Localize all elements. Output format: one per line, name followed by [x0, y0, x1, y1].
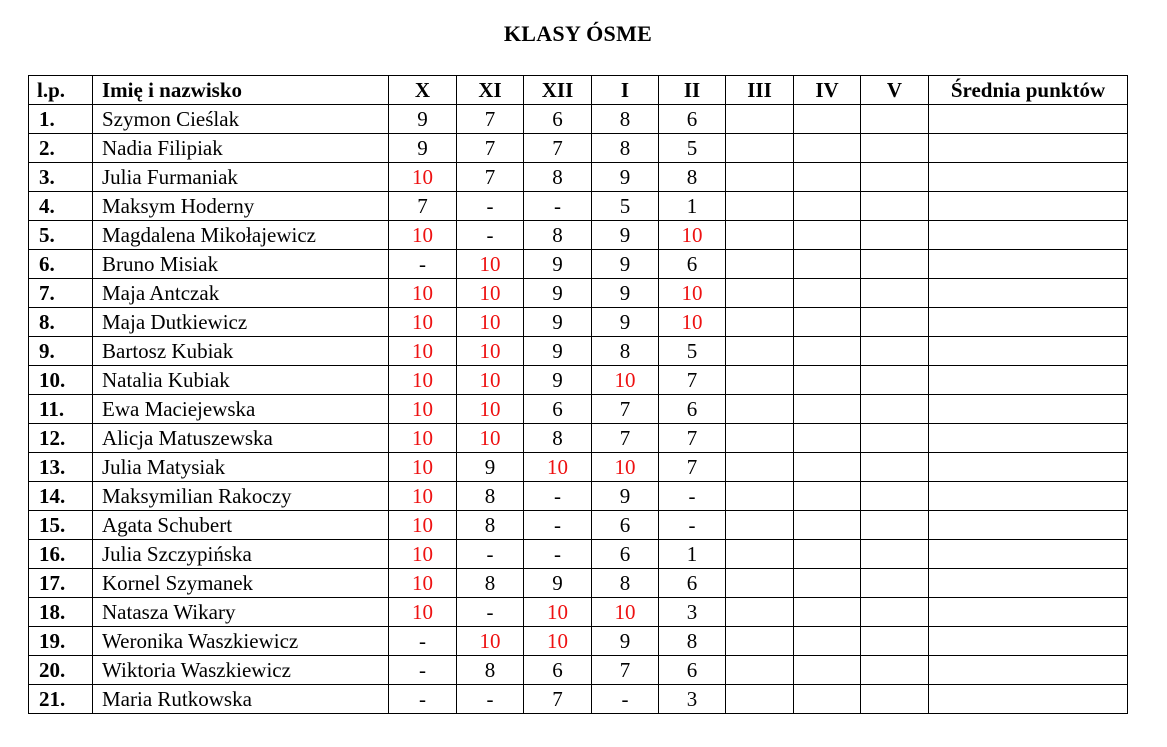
score-cell: [861, 627, 929, 656]
student-name: Bartosz Kubiak: [93, 337, 389, 366]
score-cell: 3: [659, 685, 726, 714]
table-row: [29, 250, 1128, 279]
student-name: Magdalena Mikołajewicz: [93, 221, 389, 250]
score-cell: 9: [524, 308, 592, 337]
score-cell: [861, 395, 929, 424]
score-cell: [726, 134, 794, 163]
score-cell: [726, 511, 794, 540]
score-cell: 9: [592, 163, 659, 192]
row-number: 20.: [29, 656, 93, 685]
score-cell: [861, 192, 929, 221]
average-cell: [929, 540, 1128, 569]
table-row: [29, 598, 1128, 627]
student-name: Weronika Waszkiewicz: [93, 627, 389, 656]
score-cell: 9: [389, 134, 457, 163]
score-cell: 9: [592, 250, 659, 279]
row-number: 7.: [29, 279, 93, 308]
score-cell: 10: [389, 598, 457, 627]
row-number: 4.: [29, 192, 93, 221]
average-cell: [929, 395, 1128, 424]
score-cell: [861, 482, 929, 511]
average-cell: [929, 656, 1128, 685]
score-cell: 6: [659, 656, 726, 685]
score-cell: [726, 656, 794, 685]
score-cell: [726, 569, 794, 598]
average-cell: [929, 308, 1128, 337]
score-cell: 7: [659, 366, 726, 395]
score-cell: 7: [524, 134, 592, 163]
average-cell: [929, 627, 1128, 656]
table-row: [29, 366, 1128, 395]
score-cell: 5: [659, 337, 726, 366]
score-cell: [861, 366, 929, 395]
score-cell: 10: [524, 453, 592, 482]
student-name: Maria Rutkowska: [93, 685, 389, 714]
average-cell: [929, 366, 1128, 395]
score-cell: 6: [659, 395, 726, 424]
average-cell: [929, 598, 1128, 627]
student-name: Natalia Kubiak: [93, 366, 389, 395]
score-cell: [861, 134, 929, 163]
table-row: [29, 308, 1128, 337]
score-cell: [861, 424, 929, 453]
score-cell: 8: [457, 656, 524, 685]
score-cell: [794, 221, 861, 250]
score-cell: 10: [389, 308, 457, 337]
score-cell: [794, 105, 861, 134]
student-name: Nadia Filipiak: [93, 134, 389, 163]
table-row: [29, 163, 1128, 192]
student-name: Wiktoria Waszkiewicz: [93, 656, 389, 685]
score-cell: [861, 685, 929, 714]
table-row: [29, 192, 1128, 221]
score-cell: 6: [659, 250, 726, 279]
score-cell: 8: [592, 105, 659, 134]
score-cell: [794, 279, 861, 308]
table-row: [29, 685, 1128, 714]
score-cell: -: [524, 511, 592, 540]
row-number: 3.: [29, 163, 93, 192]
average-cell: [929, 105, 1128, 134]
student-name: Maja Antczak: [93, 279, 389, 308]
header-month-ii: II: [659, 76, 726, 105]
average-cell: [929, 279, 1128, 308]
score-cell: [726, 366, 794, 395]
row-number: 21.: [29, 685, 93, 714]
score-cell: 9: [457, 453, 524, 482]
row-number: 2.: [29, 134, 93, 163]
score-cell: [794, 250, 861, 279]
score-cell: 8: [592, 134, 659, 163]
table-row: [29, 337, 1128, 366]
score-cell: 9: [592, 308, 659, 337]
table-row: [29, 134, 1128, 163]
score-cell: 10: [389, 366, 457, 395]
score-cell: [861, 221, 929, 250]
row-number: 16.: [29, 540, 93, 569]
row-number: 5.: [29, 221, 93, 250]
row-number: 19.: [29, 627, 93, 656]
score-cell: 10: [457, 627, 524, 656]
header-name: Imię i nazwisko: [93, 76, 389, 105]
score-cell: [861, 105, 929, 134]
score-cell: -: [524, 482, 592, 511]
score-cell: 3: [659, 598, 726, 627]
score-cell: 9: [592, 221, 659, 250]
score-cell: 8: [524, 424, 592, 453]
score-cell: 6: [524, 395, 592, 424]
score-cell: 8: [524, 221, 592, 250]
score-cell: [726, 395, 794, 424]
row-number: 10.: [29, 366, 93, 395]
score-cell: [726, 424, 794, 453]
student-name: Bruno Misiak: [93, 250, 389, 279]
score-cell: [861, 511, 929, 540]
student-name: Kornel Szymanek: [93, 569, 389, 598]
average-cell: [929, 569, 1128, 598]
average-cell: [929, 424, 1128, 453]
score-cell: 10: [659, 221, 726, 250]
score-cell: [861, 656, 929, 685]
score-cell: 10: [457, 279, 524, 308]
score-cell: 5: [592, 192, 659, 221]
score-cell: 10: [389, 424, 457, 453]
score-cell: 7: [457, 134, 524, 163]
student-name: Ewa Maciejewska: [93, 395, 389, 424]
header-month-iii: III: [726, 76, 794, 105]
row-number: 12.: [29, 424, 93, 453]
score-cell: [726, 482, 794, 511]
score-cell: -: [524, 540, 592, 569]
row-number: 9.: [29, 337, 93, 366]
score-cell: 8: [524, 163, 592, 192]
score-cell: -: [659, 482, 726, 511]
score-cell: 10: [389, 482, 457, 511]
score-cell: 10: [389, 221, 457, 250]
student-name: Alicja Matuszewska: [93, 424, 389, 453]
table-row: [29, 482, 1128, 511]
header-month-xii: XII: [524, 76, 592, 105]
score-cell: 10: [389, 569, 457, 598]
score-cell: 10: [592, 598, 659, 627]
score-cell: 8: [457, 511, 524, 540]
header-month-iv: IV: [794, 76, 861, 105]
average-cell: [929, 192, 1128, 221]
row-number: 15.: [29, 511, 93, 540]
table-row: [29, 395, 1128, 424]
table-row: [29, 511, 1128, 540]
score-cell: 10: [389, 540, 457, 569]
page-title: KLASY ÓSME: [503, 21, 653, 46]
score-cell: -: [457, 221, 524, 250]
score-cell: 7: [659, 453, 726, 482]
score-cell: 9: [592, 279, 659, 308]
score-cell: 8: [592, 569, 659, 598]
average-cell: [929, 221, 1128, 250]
score-cell: [861, 279, 929, 308]
score-cell: 9: [524, 569, 592, 598]
score-cell: [726, 598, 794, 627]
average-cell: [929, 511, 1128, 540]
score-cell: [794, 511, 861, 540]
score-cell: 7: [592, 395, 659, 424]
score-cell: [794, 569, 861, 598]
student-name: Natasza Wikary: [93, 598, 389, 627]
score-cell: [726, 685, 794, 714]
score-cell: 10: [524, 627, 592, 656]
score-cell: 7: [524, 685, 592, 714]
score-cell: 10: [659, 308, 726, 337]
score-cell: [861, 453, 929, 482]
score-cell: [726, 453, 794, 482]
score-cell: 8: [659, 163, 726, 192]
score-cell: 10: [524, 598, 592, 627]
score-cell: [861, 569, 929, 598]
average-cell: [929, 482, 1128, 511]
score-cell: -: [389, 627, 457, 656]
score-cell: [794, 627, 861, 656]
header-row: [29, 76, 1128, 105]
score-cell: -: [457, 598, 524, 627]
score-cell: 9: [524, 279, 592, 308]
table-row: [29, 540, 1128, 569]
table-row: [29, 656, 1128, 685]
average-cell: [929, 453, 1128, 482]
score-cell: [794, 482, 861, 511]
header-month-x: X: [389, 76, 457, 105]
score-cell: 10: [457, 308, 524, 337]
score-cell: 7: [592, 656, 659, 685]
header-month-v: V: [861, 76, 929, 105]
row-number: 14.: [29, 482, 93, 511]
score-cell: [861, 163, 929, 192]
average-cell: [929, 250, 1128, 279]
score-cell: 9: [524, 337, 592, 366]
header-month-xi: XI: [457, 76, 524, 105]
table-body: [29, 105, 1128, 714]
score-cell: [794, 395, 861, 424]
table-row: [29, 627, 1128, 656]
row-number: 17.: [29, 569, 93, 598]
table-row: [29, 105, 1128, 134]
score-cell: -: [389, 656, 457, 685]
score-cell: [726, 279, 794, 308]
score-cell: -: [457, 685, 524, 714]
table-row: [29, 279, 1128, 308]
student-name: Julia Matysiak: [93, 453, 389, 482]
score-cell: [794, 308, 861, 337]
score-cell: [726, 163, 794, 192]
score-cell: 10: [457, 395, 524, 424]
score-cell: [794, 366, 861, 395]
header-average-points: Średnia punktów: [929, 76, 1128, 105]
score-cell: 10: [592, 453, 659, 482]
score-cell: 8: [659, 627, 726, 656]
score-cell: 10: [457, 337, 524, 366]
score-cell: -: [389, 250, 457, 279]
score-cell: [794, 192, 861, 221]
score-cell: 9: [592, 482, 659, 511]
student-name: Maksymilian Rakoczy: [93, 482, 389, 511]
score-cell: 7: [457, 105, 524, 134]
average-cell: [929, 337, 1128, 366]
score-cell: [794, 685, 861, 714]
score-cell: 7: [592, 424, 659, 453]
score-cell: [861, 337, 929, 366]
score-cell: 8: [457, 569, 524, 598]
score-cell: 6: [592, 511, 659, 540]
score-cell: 9: [592, 627, 659, 656]
header-month-i: I: [592, 76, 659, 105]
score-cell: [794, 540, 861, 569]
score-cell: 10: [389, 279, 457, 308]
score-cell: [726, 192, 794, 221]
score-cell: 10: [389, 511, 457, 540]
score-cell: [794, 163, 861, 192]
average-cell: [929, 163, 1128, 192]
score-cell: 1: [659, 540, 726, 569]
score-cell: 1: [659, 192, 726, 221]
score-cell: 10: [389, 163, 457, 192]
score-cell: 6: [524, 656, 592, 685]
row-number: 1.: [29, 105, 93, 134]
score-cell: [794, 453, 861, 482]
score-cell: [726, 221, 794, 250]
student-name: Agata Schubert: [93, 511, 389, 540]
score-cell: 10: [389, 337, 457, 366]
score-cell: [726, 627, 794, 656]
table-row: [29, 453, 1128, 482]
score-cell: -: [389, 685, 457, 714]
student-name: Julia Furmaniak: [93, 163, 389, 192]
score-cell: [861, 540, 929, 569]
score-cell: -: [592, 685, 659, 714]
score-cell: 10: [659, 279, 726, 308]
score-cell: 5: [659, 134, 726, 163]
score-cell: 7: [389, 192, 457, 221]
score-cell: 6: [524, 105, 592, 134]
average-cell: [929, 134, 1128, 163]
score-cell: 6: [659, 569, 726, 598]
row-number: 18.: [29, 598, 93, 627]
table-row: [29, 221, 1128, 250]
score-cell: 8: [592, 337, 659, 366]
score-cell: 7: [457, 163, 524, 192]
score-cell: 10: [389, 453, 457, 482]
score-cell: [726, 337, 794, 366]
score-cell: 6: [592, 540, 659, 569]
score-cell: 10: [457, 250, 524, 279]
row-number: 13.: [29, 453, 93, 482]
score-cell: 8: [457, 482, 524, 511]
score-cell: [794, 656, 861, 685]
row-number: 6.: [29, 250, 93, 279]
score-cell: -: [524, 192, 592, 221]
average-cell: [929, 685, 1128, 714]
score-cell: 6: [659, 105, 726, 134]
row-number: 8.: [29, 308, 93, 337]
score-cell: [861, 250, 929, 279]
score-cell: [794, 134, 861, 163]
score-cell: [861, 598, 929, 627]
score-cell: [794, 424, 861, 453]
score-cell: [726, 308, 794, 337]
score-cell: 10: [457, 366, 524, 395]
score-cell: -: [659, 511, 726, 540]
score-cell: [794, 598, 861, 627]
score-cell: [726, 250, 794, 279]
score-cell: 9: [524, 366, 592, 395]
score-cell: [726, 540, 794, 569]
score-cell: [726, 105, 794, 134]
table-row: [29, 424, 1128, 453]
score-cell: -: [457, 192, 524, 221]
student-name: Maja Dutkiewicz: [93, 308, 389, 337]
student-name: Maksym Hoderny: [93, 192, 389, 221]
score-cell: [861, 308, 929, 337]
header-lp: l.p.: [29, 76, 93, 105]
score-cell: 9: [389, 105, 457, 134]
student-name: Szymon Cieślak: [93, 105, 389, 134]
score-cell: 10: [457, 424, 524, 453]
table-row: [29, 569, 1128, 598]
score-cell: 10: [389, 395, 457, 424]
scores-table: [28, 75, 1128, 714]
score-cell: 9: [524, 250, 592, 279]
score-cell: 7: [659, 424, 726, 453]
student-name: Julia Szczypińska: [93, 540, 389, 569]
score-cell: 10: [592, 366, 659, 395]
score-cell: [794, 337, 861, 366]
score-cell: -: [457, 540, 524, 569]
row-number: 11.: [29, 395, 93, 424]
